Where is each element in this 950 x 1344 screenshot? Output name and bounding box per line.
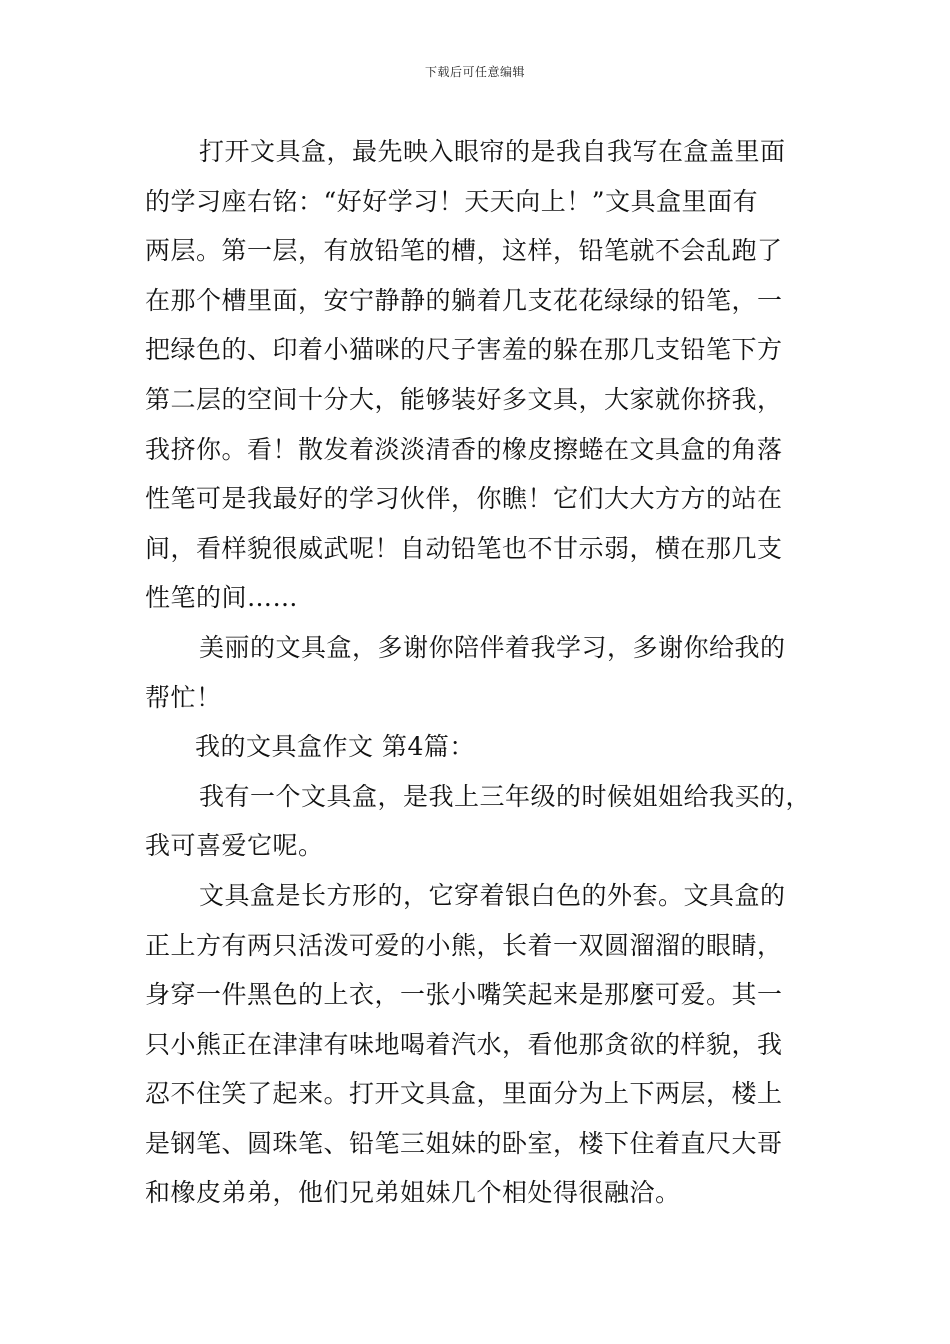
- text-line: 我挤你。看！散发着淡淡清香的橡皮擦蜷在文具盒的角落: [145, 434, 783, 464]
- text-line: 是钢笔、圆珠笔、铅笔三姐妹的卧室，楼下住着直尺大哥: [145, 1128, 783, 1158]
- text-line: 忍不住笑了起来。打开文具盒，里面分为上下两层，楼上: [145, 1079, 783, 1109]
- text-line: 帮忙！: [145, 682, 222, 712]
- text-line: 美丽的文具盒，多谢你陪伴着我学习，多谢你给我的: [199, 632, 786, 662]
- text-line: 我可喜爱它呢。: [145, 831, 324, 861]
- text-line: 正上方有两只活泼可爱的小熊，长着一双圆溜溜的眼睛，: [145, 930, 783, 960]
- text-line: 两层。第一层，有放铅笔的槽，这样，铅笔就不会乱跑了: [145, 236, 783, 266]
- text-line: 我的文具盒作文 第4篇：: [195, 732, 475, 762]
- text-line: 第二层的空间十分大，能够装好多文具，大家就你挤我，: [145, 384, 783, 414]
- document-body: [145, 127, 815, 1218]
- text-line: 的学习座右铭：“好好学习！天天向上！”文具盒里面有: [145, 186, 759, 216]
- text-line: 和橡皮弟弟，他们兄弟姐妹几个相处得很融洽。: [145, 1178, 681, 1208]
- text-line: 间，看样貌很威武呢！自动铅笔也不甘示弱，横在那几支: [145, 533, 783, 563]
- text-line: 文具盒是长方形的，它穿着银白色的外套。文具盒的: [199, 880, 786, 910]
- text-line: 身穿一件黑色的上衣，一张小嘴笑起来是那麼可爱。其一: [145, 980, 783, 1010]
- text-line: 在那个槽里面，安宁静静的躺着几支花花绿绿的铅笔，一: [145, 285, 783, 315]
- text-line: 把绿色的、印着小猫咪的尺子害羞的躲在那几支铅笔下方: [145, 335, 783, 365]
- text-line: 性笔的间……: [145, 583, 299, 613]
- text-line: 打开文具盒，最先映入眼帘的是我自我写在盒盖里面: [199, 137, 786, 166]
- text-line: 性笔可是我最好的学习伙伴，你瞧！它们大大方方的站在: [145, 484, 783, 514]
- text-line: 我有一个文具盒，是我上三年级的时候姐姐给我买的，: [199, 781, 812, 811]
- page-header: 下载后可任意编辑: [424, 65, 525, 79]
- text-line: 只小熊正在津津有味地喝着汽水，看他那贪欲的样貌，我: [145, 1029, 783, 1059]
